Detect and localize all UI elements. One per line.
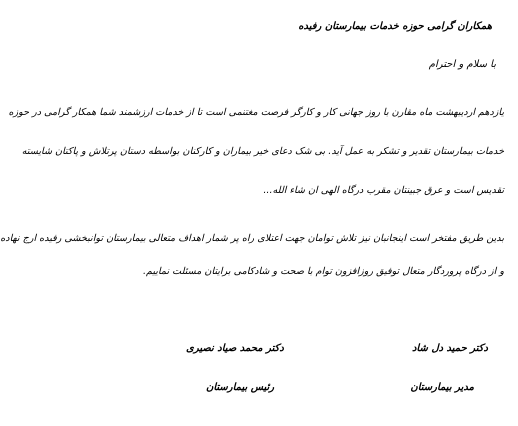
signature-name-hospital-director: دکتر حمید دل شاد [411,343,488,354]
letter-heading: همکاران گرامی حوزه خدمات بیمارستان رفیده [298,21,492,32]
letter-body-line-3: تقدیس است و عرق جبینتان مقرب درگاه الهی ان شاء الله... [263,185,504,196]
signature-name-hospital-head: دکتر محمد صیاد نصیری [186,343,284,354]
letter-body-line-1: یازدهم اردیبهشت ماه مقارن با روز جهانی کار و کارگر فرصت مغتنمی است تا از خدمات ارزشمند شما همکار گرامی در حوزه [8,107,504,118]
letter-body-line-5: و از درگاه پروردگار متعال توفیق روزافزون توام با صحت و شادکامی برایتان مسئلت نماییم. [142,266,504,277]
signature-title-hospital-head: رئیس بیمارستان [206,382,275,393]
letter-body-line-4: بدین طریق مفتخر است اینجانبان نیز تلاش توامان جهت اعتلای راه پر شمار اهداف متعالی بیمارستان توانبخشی رفیده ارج نهاده [0,233,504,244]
letter-greeting: با سلام و احترام [428,59,496,70]
letter-body-line-2: خدمات بیمارستان تقدیر و تشکر به عمل آید. بی شک دعای خیر بیماران و کارکنان بواسطه دستان پرتلاش و پاکتان شایسته [21,146,504,157]
signature-title-hospital-director: مدیر بیمارستان [410,382,474,393]
